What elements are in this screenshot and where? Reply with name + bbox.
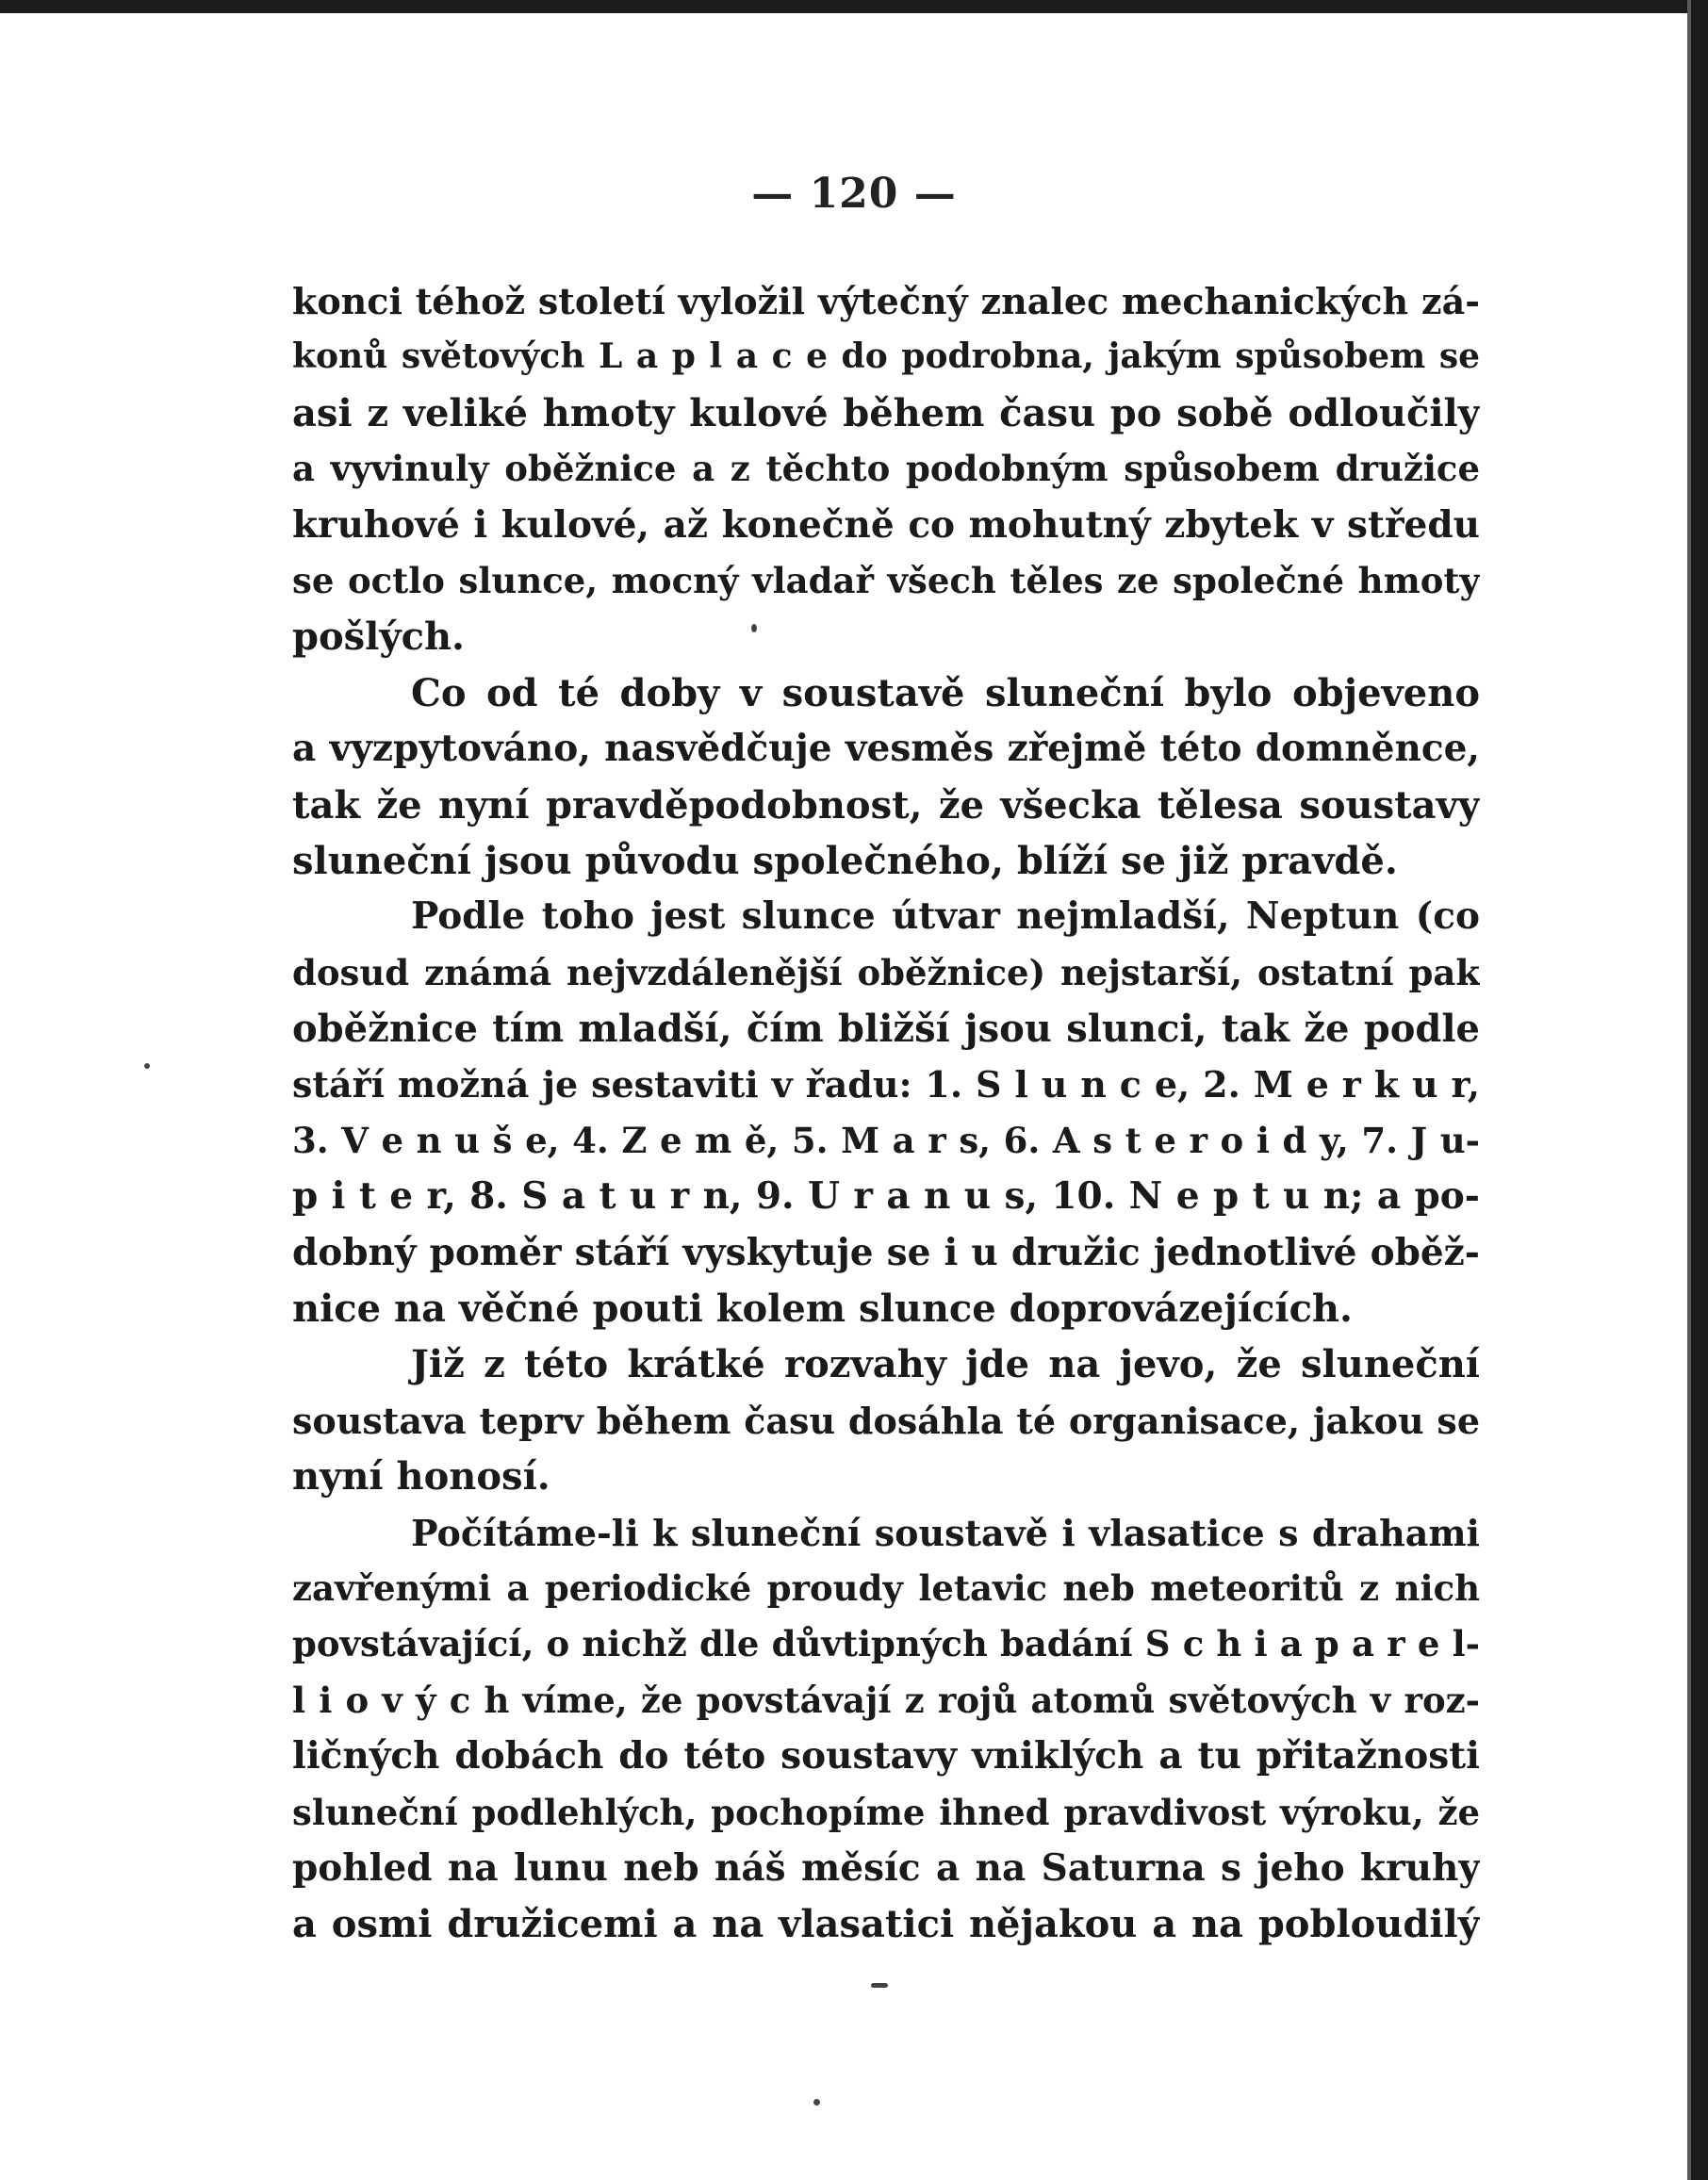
scan-speck	[871, 1983, 888, 1988]
text-line: nyní honosí.	[292, 1454, 550, 1500]
text-line: asi z veliké hmoty kulové během času po sobě odloučily	[292, 390, 1480, 435]
scan-border-right	[1691, 0, 1708, 2180]
text-line: a osmi družicemi a na vlasatici nějakou a na pobloudilý	[292, 1902, 1480, 1947]
text-line: kruhové i kulové, až konečně co mohutný zbytek v středu	[292, 502, 1480, 547]
body-text	[292, 273, 1480, 1953]
text-line: oběžnice tím mladší, čím bližší jsou slunci, tak že podle	[292, 1007, 1480, 1052]
scan-speck	[813, 2099, 820, 2106]
text-line: se octlo slunce, mocný vladař všech těles ze společné hmoty	[292, 559, 1480, 601]
text-line: p i t e r, 8. S a t u r n, 9. U r a n u s, 10. N e p t u n; a po-	[292, 1174, 1480, 1219]
page-number: — 120 —	[751, 170, 957, 218]
scan-speck	[144, 1063, 150, 1069]
text-line: stáří možná je sestaviti v řadu: 1. S l u n c e, 2. M e r k u r,	[292, 1063, 1480, 1106]
text-line: a vyvinuly oběžnice a z těchto podobným spůsobem družice	[292, 448, 1480, 490]
text-line: a vyzpytováno, nasvědčuje vesměs zřejmě této domněnce,	[292, 727, 1480, 771]
text-line: konů světových L a p l a c e do podrobna, jakým spůsobem se	[292, 336, 1480, 377]
text-line: dosud známá nejvzdálenější oběžnice) nejstarší, ostatní pak	[292, 951, 1480, 993]
text-line: pošlých.	[292, 615, 465, 660]
text-line: povstávající, o nichž dle důvtipných badání S c h i a p a r e l-	[292, 1623, 1480, 1665]
scan-border-top	[0, 0, 1708, 13]
scan-speck	[751, 624, 757, 632]
text-line: ličných dobách do této soustavy vniklých a tu přitažnosti	[292, 1734, 1480, 1778]
text-line: Podle toho jest slunce útvar nejmladší, Neptun (co	[411, 894, 1480, 939]
text-line: 3. V e n u š e, 4. Z e m ě, 5. M a r s, 6. A s t e r o i d y, 7. J u-	[292, 1119, 1480, 1161]
text-line: sluneční jsou původu společného, blíží se již pravdě.	[292, 838, 1398, 883]
text-line: pohled na lunu neb náš měsíc a na Saturna s jeho kruhy	[292, 1845, 1480, 1890]
text-line: Co od té doby v soustavě sluneční bylo objeveno	[411, 670, 1480, 715]
text-line: Počítáme-li k sluneční soustavě i vlasatice s drahami	[411, 1511, 1480, 1554]
text-line: tak že nyní pravděpodobnost, že všecka tělesa soustavy	[292, 782, 1480, 828]
text-line: soustava teprv během času dosáhla té organisace, jakou se	[292, 1399, 1480, 1442]
text-line: sluneční podlehlých, pochopíme ihned pravdivost výroku, že	[292, 1791, 1480, 1833]
text-line: dobný poměr stáří vyskytuje se i u družic jednotlivé oběž-	[292, 1230, 1480, 1274]
text-line: nice na věčné pouti kolem slunce doprovázejících.	[292, 1287, 1353, 1332]
text-line: l i o v ý c h víme, že povstávají z rojů atomů světových v roz-	[292, 1679, 1480, 1721]
text-line: zavřenými a periodické proudy letavic neb meteoritů z nich	[292, 1566, 1480, 1609]
text-line: konci téhož století vyložil výtečný znalec mechanických zá-	[292, 280, 1480, 322]
text-line: Již z této krátké rozvahy jde na jevo, že sluneční	[411, 1342, 1480, 1387]
